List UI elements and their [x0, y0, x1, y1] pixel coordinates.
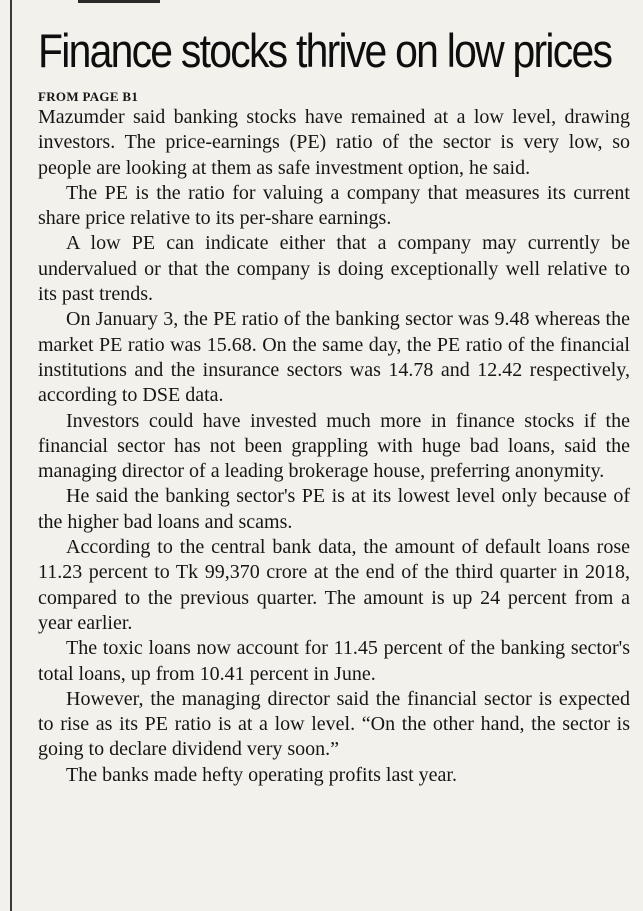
paragraph: He said the banking sector's PE is at its lowest level only because of the higher bad loans and scams.: [38, 485, 630, 533]
paragraph: The banks made hefty operating profits last year.: [66, 763, 457, 786]
paragraph: According to the central bank data, the amount of default loans rose 11.23 percent to Tk 99,370 crore at the end of the third quarter in 2018, compared to the previous quarter. The amount is up 24 percent from a year earlier.: [38, 536, 630, 634]
paragraph: The PE is the ratio for valuing a company that measures its current share price relative to its per-share earnings.: [38, 181, 630, 230]
dateline: FROM PAGE B1: [38, 89, 139, 104]
paragraph: Investors could have invested much more in finance stocks if the financial sector has not been grappling with huge bad loans, said the managing director of a leading brokerage house, preferring anonymity.: [38, 409, 630, 483]
column-rule: [10, 0, 12, 911]
paragraph: Mazumder said banking stocks have remained at a low level, drawing investors. The price-earnings (PE) ratio of the sector is very low, so people are looking at them as safe investment option, he said.: [38, 106, 630, 179]
article-body: [38, 105, 630, 788]
paragraph: The toxic loans now account for 11.45 percent of the banking sector's total loans, up from 10.41 percent in June.: [38, 637, 630, 685]
paragraph: A low PE can indicate either that a company may currently be undervalued or that the company is doing exceptionally well relative to its past trends.: [38, 232, 630, 306]
article: [38, 16, 630, 788]
paragraph: However, the managing director said the financial sector is expected to rise as its PE ratio is at a low level. “On the other hand, the sector is going to declare dividend very soon.”: [38, 687, 630, 761]
paragraph: On January 3, the PE ratio of the banking sector was 9.48 whereas the market PE ratio was 15.68. On the same day, the PE ratio of the financial institutions and the insurance sectors was 14.78 and 12.42 respectively, according to DSE data.: [38, 308, 630, 407]
top-rule: [78, 0, 160, 3]
headline: Finance stocks thrive on low prices: [38, 24, 612, 77]
